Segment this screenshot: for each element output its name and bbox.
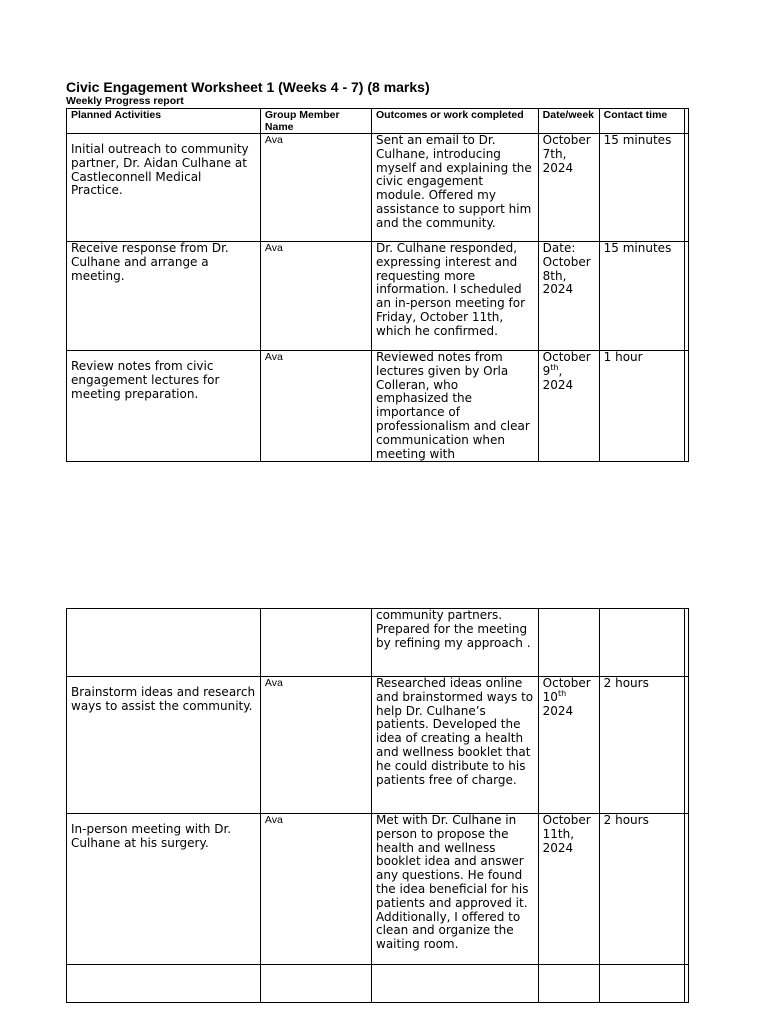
table-header-row: [67, 109, 689, 134]
outcome-cell: Sent an email to Dr. Culhane, introducing myself and explaining the civic engagement module. Offered my assistance to support him and the community.: [372, 134, 539, 242]
progress-table-page-1: [66, 108, 689, 462]
spacer-cell: [684, 677, 688, 814]
date-ordinal-suffix: th: [557, 688, 567, 698]
member-cell: Ava: [260, 242, 371, 351]
header-spacer: [684, 109, 688, 134]
activity-cell: [67, 965, 261, 1003]
member-cell: [260, 609, 371, 677]
activity-cell: Review notes from civic engagement lectures for meeting preparation.: [67, 351, 261, 462]
header-date-week: Date/week: [538, 109, 599, 134]
contact-time-cell: 15 minutes: [599, 242, 684, 351]
contact-time-cell: 1 hour: [599, 351, 684, 462]
date-cell: [538, 965, 599, 1003]
contact-time-cell: [599, 609, 684, 677]
member-cell: Ava: [260, 134, 371, 242]
spacer-cell: [684, 965, 688, 1003]
spacer-cell: [684, 814, 688, 965]
header-contact-time: Contact time: [599, 109, 684, 134]
date-cell: [538, 677, 599, 814]
activity-cell: Initial outreach to community partner, Dr. Aidan Culhane at Castleconnell Medical Practice.: [67, 134, 261, 242]
contact-time-cell: 2 hours: [599, 814, 684, 965]
date-cell: [538, 351, 599, 462]
date-cell: October 11th, 2024: [538, 814, 599, 965]
spacer-cell: [684, 609, 688, 677]
activity-cell: Receive response from Dr. Culhane and arrange a meeting.: [67, 242, 261, 351]
contact-time-cell: 15 minutes: [599, 134, 684, 242]
outcome-cell: community partners. Prepared for the meeting by refining my approach .: [372, 609, 539, 677]
activity-cell: Brainstorm ideas and research ways to assist the community.: [67, 677, 261, 814]
outcome-cell: Reviewed notes from lectures given by Orla Colleran, who emphasized the importance of professionalism and clear communication when meeting with: [372, 351, 539, 462]
table-row: [67, 242, 689, 351]
activity-cell: [67, 609, 261, 677]
spacer-cell: [684, 242, 688, 351]
table-row: [67, 134, 689, 242]
outcome-cell: [372, 965, 539, 1003]
date-year: , 2024: [542, 363, 574, 392]
date-ordinal-suffix: th: [550, 362, 559, 372]
date-cell: [538, 609, 599, 677]
table-row: [67, 677, 689, 814]
outcome-cell: Met with Dr. Culhane in person to propose the health and wellness booklet idea and answer any questions. He found the idea beneficial for his patients and approved it. Additionally, I offered to clean and organize the waiting room.: [372, 814, 539, 965]
contact-time-cell: 2 hours: [599, 677, 684, 814]
header-group-member-name: Group Member Name: [260, 109, 371, 134]
member-cell: Ava: [260, 814, 371, 965]
date-cell: October 7th, 2024: [538, 134, 599, 242]
table-row: [67, 609, 689, 677]
contact-time-cell: [599, 965, 684, 1003]
spacer-cell: [684, 134, 688, 242]
member-cell: Ava: [260, 677, 371, 814]
outcome-cell: Dr. Culhane responded, expressing interest and requesting more information. I scheduled an in-person meeting for Friday, October 11th, which he confirmed.: [372, 242, 539, 351]
progress-table-page-2: [66, 608, 689, 1003]
date-cell: Date: October 8th, 2024: [538, 242, 599, 351]
empty-table-row: [67, 965, 689, 1003]
outcome-cell: Researched ideas online and brainstormed ways to help Dr. Culhane’s patients. Developed the idea of creating a health and wellness booklet that he could distribute to his patients free of charge.: [372, 677, 539, 814]
table-row: [67, 814, 689, 965]
member-cell: Ava: [260, 351, 371, 462]
date-year: 2024: [542, 703, 574, 718]
header-planned-activities: Planned Activities: [67, 109, 261, 134]
worksheet-subtitle: Weekly Progress report: [66, 95, 184, 107]
table-row: [67, 351, 689, 462]
worksheet-title: Civic Engagement Worksheet 1 (Weeks 4 - 7) (8 marks): [66, 79, 430, 95]
member-cell: [260, 965, 371, 1003]
activity-cell: In-person meeting with Dr. Culhane at his surgery.: [67, 814, 261, 965]
date-text: October 10: [542, 676, 591, 704]
spacer-cell: [684, 351, 688, 462]
date-text: October 9: [542, 350, 591, 378]
header-outcomes: Outcomes or work completed: [372, 109, 539, 134]
